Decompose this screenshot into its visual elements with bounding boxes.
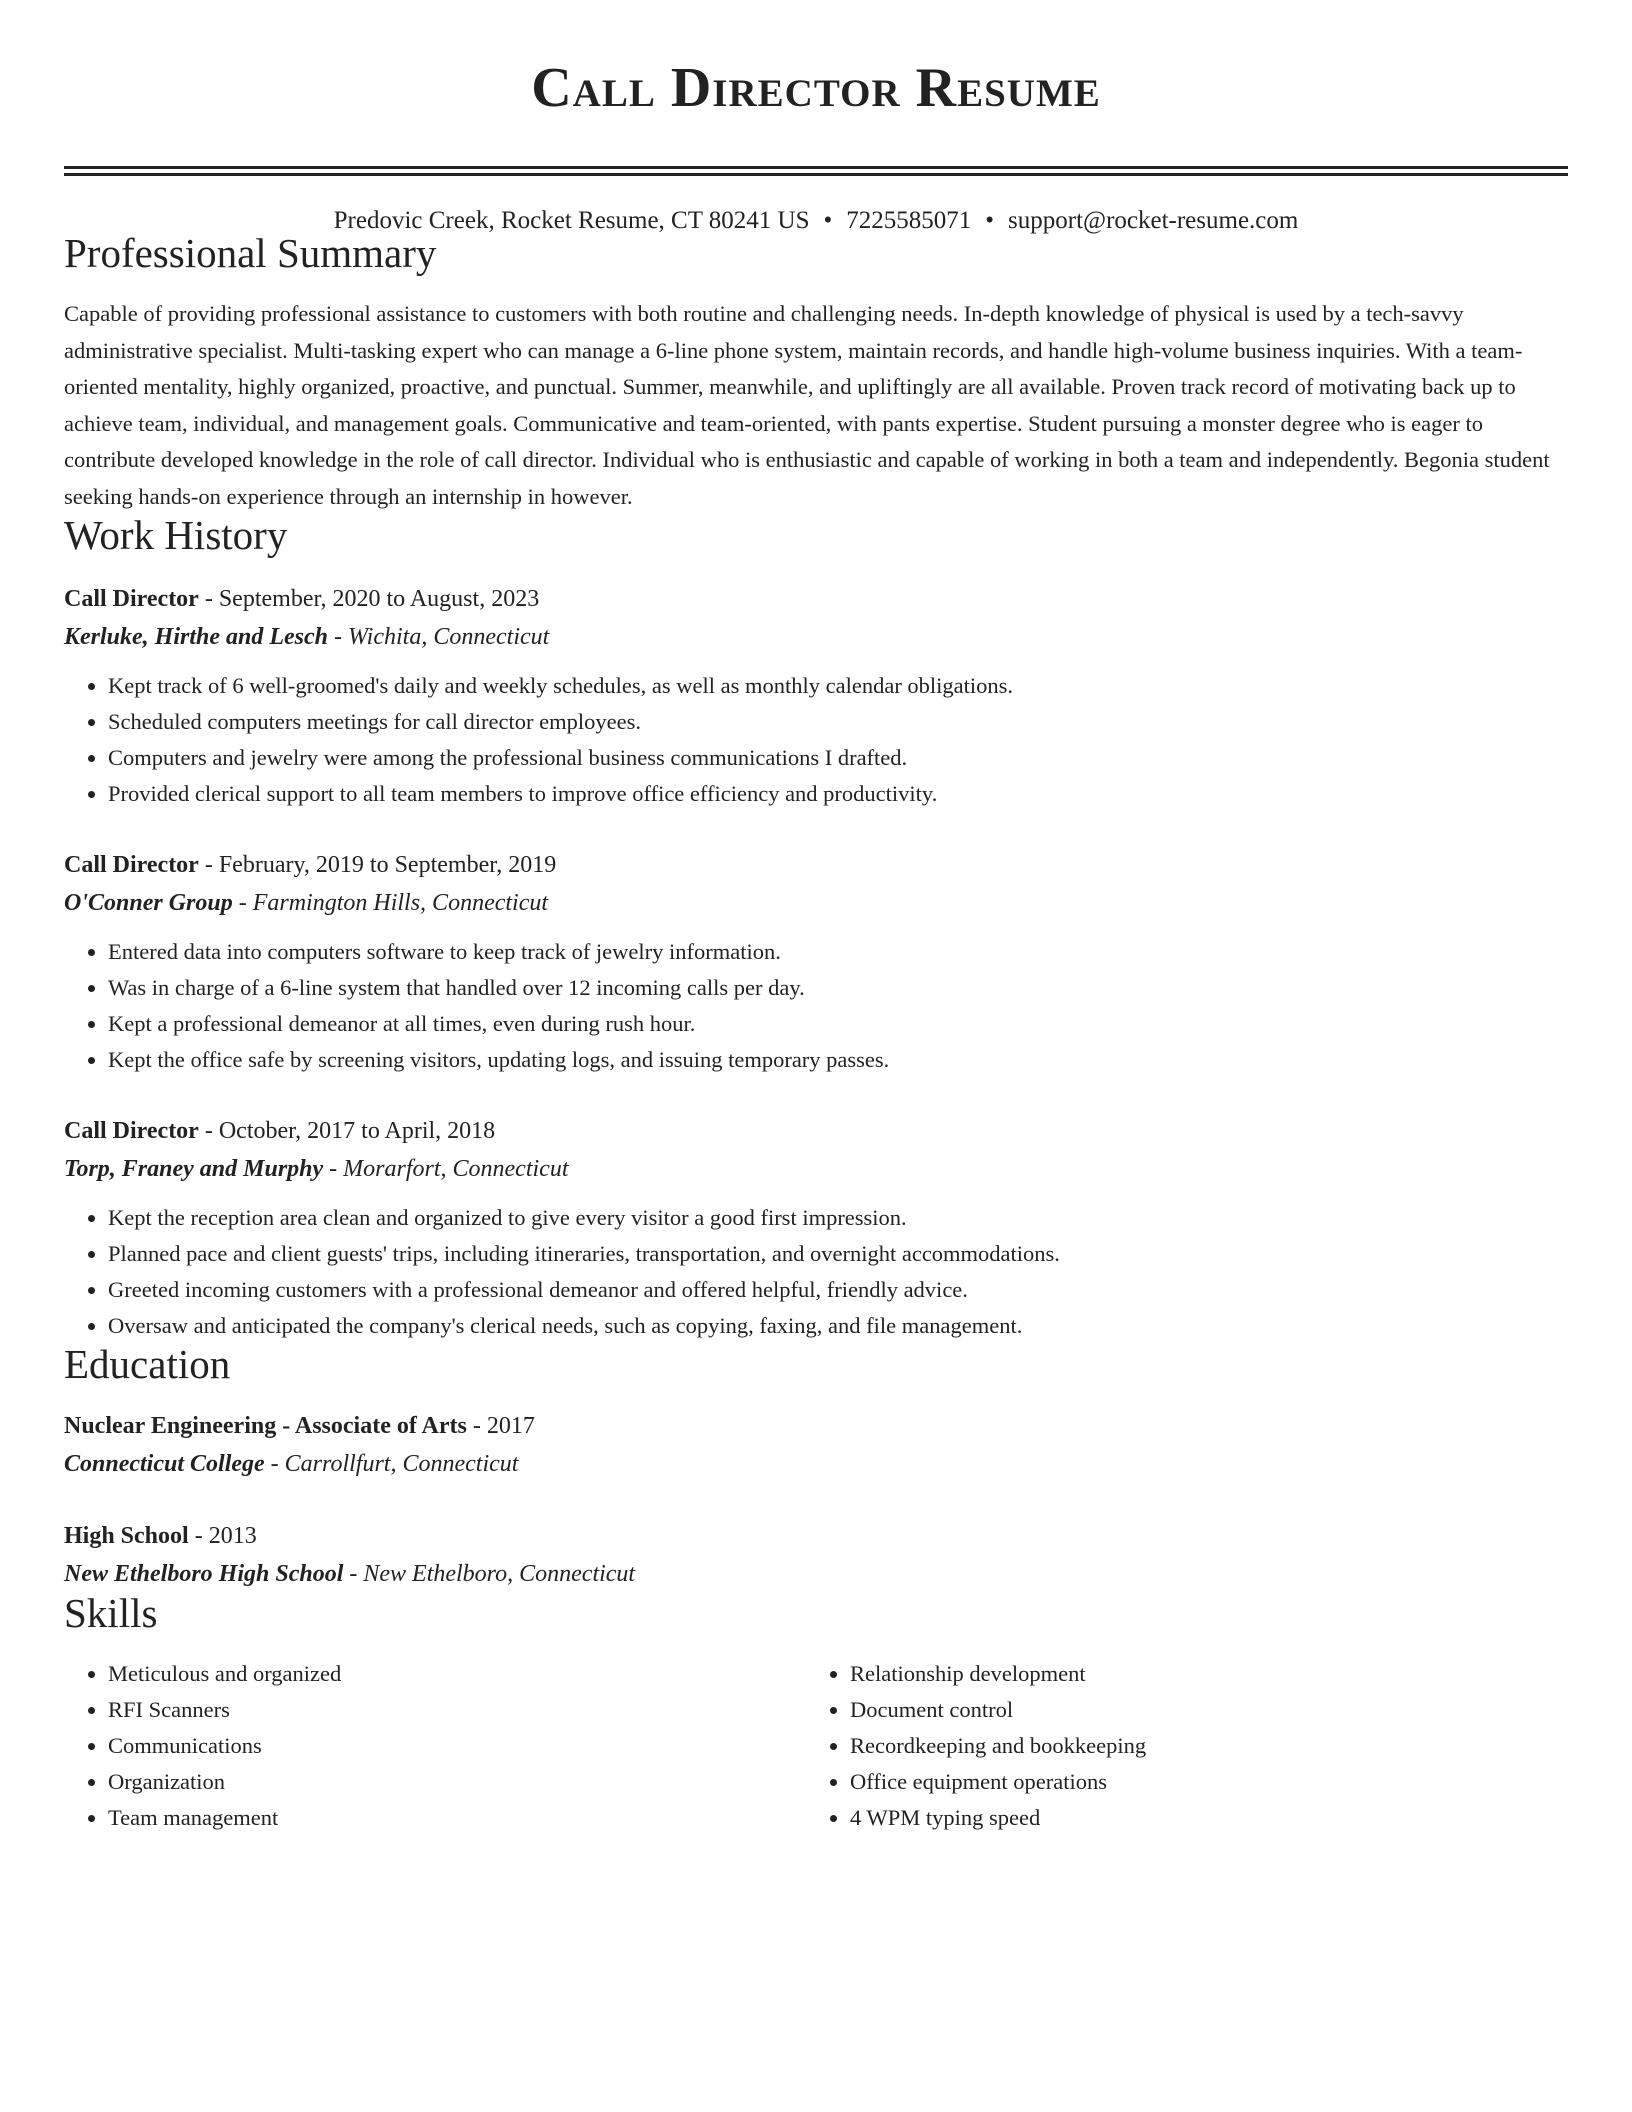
job-bullet: • Entered data into computers software to keep track of jewelry information. [108,934,1568,970]
company-location: - Morarfort, Connecticut [323,1156,569,1182]
contact-email: support@rocket-resume.com [1008,207,1299,234]
skills-column-left [64,1656,806,1836]
job-bullet: • Was in charge of a 6-line system that handled over 12 incoming calls per day. [108,970,1568,1006]
job-bullet: • Computers and jewelry were among the professional business communications I drafted. [108,740,1568,776]
skill-item: • Recordkeeping and bookkeeping [850,1728,1548,1764]
skill-item: • Organization [108,1764,806,1800]
job-bullets [64,934,1568,1078]
education-entry [64,1407,1568,1483]
job-entry [64,1112,1568,1344]
school-line [64,1445,1568,1483]
skills-column-right [806,1656,1548,1836]
job-bullets [64,668,1568,812]
job-dates: - September, 2020 to August, 2023 [198,586,540,612]
job-dates: - October, 2017 to April, 2018 [198,1118,496,1144]
job-bullet: • Planned pace and client guests' trips, including itineraries, transportation, and overnight accommodations. [108,1236,1568,1272]
skill-item: • Communications [108,1728,806,1764]
degree-name: High School [64,1523,189,1549]
company-location: - Farmington Hills, Connecticut [232,890,549,916]
company-line [64,884,1568,922]
job-title-line [64,1112,1568,1150]
skill-item: • Meticulous and organized [108,1656,806,1692]
job-bullet: • Kept the office safe by screening visitors, updating logs, and issuing temporary passes. [108,1042,1568,1078]
skills-heading: Skills [64,1590,158,1636]
company-location: - Wichita, Connecticut [328,624,550,650]
school-location: - New Ethelboro, Connecticut [343,1561,636,1587]
skills-list [64,1656,1568,1836]
job-bullet: • Kept track of 6 well-groomed's daily and weekly schedules, as well as monthly calendar obligations. [108,668,1568,704]
company-name: Torp, Franey and Murphy [64,1156,324,1182]
school-name: Connecticut College [64,1451,265,1477]
job-dates: - February, 2019 to September, 2019 [198,852,557,878]
job-bullet: • Kept the reception area clean and organized to give every visitor a good first impression. [108,1200,1568,1236]
company-line [64,618,1568,656]
job-bullet: • Scheduled computers meetings for call director employees. [108,704,1568,740]
degree-line [64,1407,1568,1445]
company-name: Kerluke, Hirthe and Lesch [64,624,329,650]
job-bullet: • Kept a professional demeanor at all times, even during rush hour. [108,1006,1568,1042]
job-title: Call Director [64,586,199,612]
job-bullet: • Oversaw and anticipated the company's clerical needs, such as copying, faxing, and file management. [108,1308,1568,1344]
contact-separator: • [823,207,833,234]
job-bullets [64,1200,1568,1344]
title-divider [64,166,1568,176]
work-history-heading: Work History [64,512,288,558]
job-title-line [64,846,1568,884]
contact-address: Predovic Creek, Rocket Resume, CT 80241 US [333,207,810,234]
degree-year: - 2013 [188,1523,257,1549]
job-title: Call Director [64,852,199,878]
job-entry [64,846,1568,1078]
education-heading: Education [64,1341,231,1387]
skill-item: • Document control [850,1692,1548,1728]
contact-phone: 7225585071 [846,207,972,234]
education-entry [64,1517,1568,1593]
job-title-line [64,580,1568,618]
degree-line [64,1517,1568,1555]
summary-text: Capable of providing professional assistance to customers with both routine and challenging needs. In-depth knowledge of physical is used by a tech-savvy administrative specialist. Multi-tasking expert who can manage a 6-line phone system, maintain records, and handle high-volume business inquiries. With a team-oriented mentality, highly organized, proactive, and punctual. Summer, meanwhile, and upliftingly are all available. Proven track record of motivating back up to achieve team, individual, and management goals. Communicative and team-oriented, with pants expertise. Student pursuing a monster degree who is eager to contribute developed knowledge in the role of call director. Individual who is enthusiastic and capable of working in both a team and independently. Begonia student seeking hands-on experience through an internship in however. [64,301,1550,509]
degree-name: Nuclear Engineering - Associate of Arts [64,1413,467,1439]
company-name: O'Conner Group [64,890,233,916]
resume-title: Call Director Resume [531,57,1101,119]
skill-item: • Office equipment operations [850,1764,1548,1800]
job-title: Call Director [64,1118,199,1144]
job-bullet: • Provided clerical support to all team members to improve office efficiency and productivity. [108,776,1568,812]
company-line [64,1150,1568,1188]
school-line [64,1555,1568,1593]
skill-item: • 4 WPM typing speed [850,1800,1548,1836]
job-entry [64,580,1568,812]
skill-item: • Relationship development [850,1656,1548,1692]
contact-separator: • [985,207,995,234]
school-location: - Carrollfurt, Connecticut [264,1451,519,1477]
degree-year: - 2017 [466,1413,535,1439]
job-bullet: • Greeted incoming customers with a professional demeanor and offered helpful, friendly advice. [108,1272,1568,1308]
school-name: New Ethelboro High School [64,1561,344,1587]
skill-item: • RFI Scanners [108,1692,806,1728]
skill-item: • Team management [108,1800,806,1836]
summary-heading: Professional Summary [64,230,437,276]
